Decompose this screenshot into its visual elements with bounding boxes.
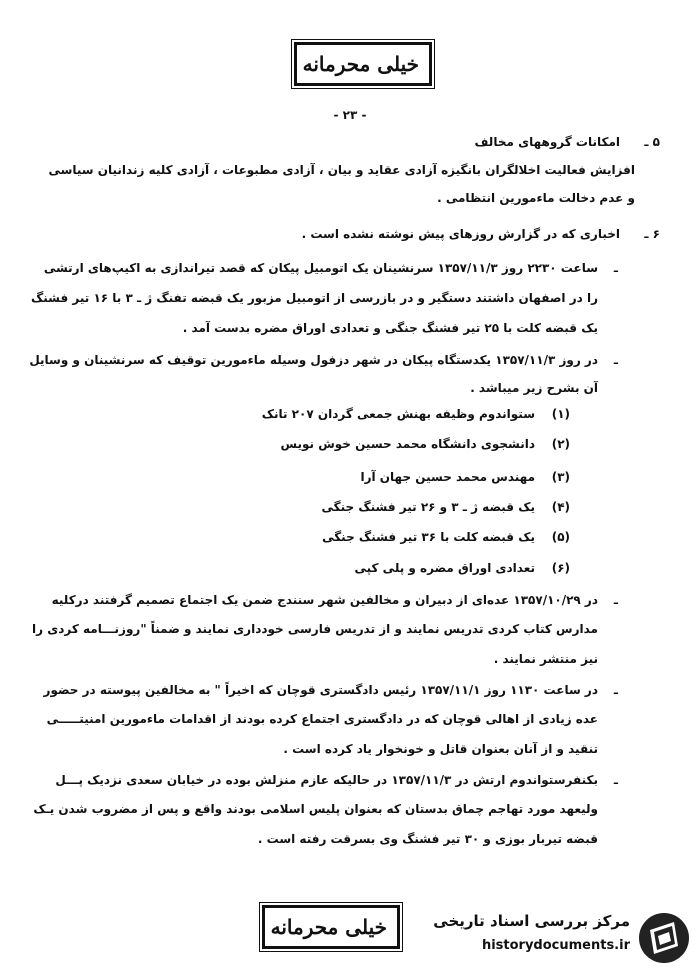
item-1-dash: ـ [613, 261, 618, 275]
sublist-item-2: دانشجوی دانشگاه محمد حسین خوش نویس [280, 437, 535, 451]
sublist-number-6: (۶) [551, 561, 570, 575]
sublist-number-1: (۱) [551, 407, 570, 421]
sublist-item-5: یک قبضه کلت با ۳۶ تیر فشنگ جنگی [322, 530, 535, 544]
section-6-number: ۶ ـ [644, 227, 660, 241]
watermark-title: مرکز بررسی اسناد تاریخی [433, 912, 630, 930]
top-classification-stamp: خیلی محرمانه [294, 42, 432, 86]
item-3-dash: ـ [613, 593, 618, 607]
sublist-number-5: (۵) [551, 530, 570, 544]
item-5-line-2: ولیعهد مورد تهاجم چماق بدستان که بعنوان پلیس اسلامی بودند واقع و پس از مضروب شدن یـک [33, 802, 598, 816]
page-number: - ۲۳ - [333, 108, 367, 122]
item-3-line-2: مدارس کتاب کردی تدریس نمایند و از تدریس فارسی خودداری نمایند و ضمناً "روزنـــامه کردی را [32, 622, 598, 636]
item-2-line-2: آن بشرح زیر میباشد . [470, 381, 598, 395]
item-4-dash: ـ [613, 683, 618, 697]
section-5-number: ۵ ـ [644, 135, 660, 149]
archive-watermark [412, 910, 692, 966]
item-4-line-3: تنقید و از آنان بعنوان قاتل و خونخوار یاد کرده است . [283, 742, 598, 756]
sublist-item-6: تعدادی اوراق مضره و پلی کپی [354, 561, 535, 575]
archive-logo-icon [636, 910, 692, 966]
section-6-title: اخباری که در گزارش روزهای پیش نوشته نشده است . [301, 227, 620, 241]
item-1-line-3: یک قبضه کلت با ۲۵ تیر فشنگ جنگی و تعدادی اوراق مضره بدست آمد . [182, 321, 598, 335]
bottom-classification-stamp: خیلی محرمانه [262, 905, 400, 949]
sublist-number-4: (۴) [551, 500, 570, 514]
item-1-line-2: را در اصفهان داشتند دستگیر و در بازرسی از اتومبیل مزبور یک قبضه تفنگ ژ ـ ۳ با ۱۶ تیر فشنگ [30, 291, 598, 305]
item-5-line-3: قبضه تیربار بوزی و ۳۰ تیر فشنگ وی بسرقت رفته است . [257, 832, 598, 846]
item-1-line-1: ساعت ۲۲۳۰ روز ۱۳۵۷/۱۱/۳ سرنشینان یک اتومبیل پیکان که قصد تیراندازی به اکیپ‌های ارتشی [43, 261, 598, 275]
item-2-line-1: در روز ۱۳۵۷/۱۱/۳ یکدستگاه پیکان در شهر دزفول وسیله ماءمورین توقیف که سرنشینان و وسایل [29, 353, 598, 367]
item-3-line-3: نیز منتشر نمایند . [493, 652, 598, 666]
item-5-dash: ـ [613, 773, 618, 787]
section-5-title: امکانات گروههای مخالف [474, 135, 620, 149]
sublist-number-2: (۲) [551, 437, 570, 451]
section-5-body-line-1: افزایش فعالیت اخلالگران بانگیزه آزادی عقاید و بیان ، آزادی مطبوعات ، آزادی کلیه زندانیان سیاسی [48, 163, 635, 177]
item-4-line-1: در ساعت ۱۱۳۰ روز ۱۳۵۷/۱۱/۱ رئیس دادگستری قوچان که اخیراً " به مخالفین پیوسته در حضور [43, 683, 598, 697]
sublist-item-4: یک قبضه ژ ـ ۳ و ۲۶ تیر فشنگ جنگی [321, 500, 535, 514]
section-5-body-line-2: و عدم دخالت ماءمورین انتظامی . [437, 191, 635, 205]
item-3-line-1: در ۱۳۵۷/۱۰/۲۹ عده‌ای از دبیران و مخالفین شهر سنندج ضمن یک اجتماع تصمیم گرفتند درکلیه [51, 593, 598, 607]
watermark-url: historydocuments.ir [481, 938, 630, 953]
item-2-dash: ـ [613, 353, 618, 367]
sublist-item-1: ستواندوم وظیفه بهنش جمعی گردان ۲۰۷ تانک [261, 407, 535, 421]
sublist-number-3: (۳) [551, 470, 570, 484]
item-4-line-2: عده زیادی از اهالی قوچان که در دادگستری اجتماع کرده بودند از اقدامات ماءمورین امنیتـــــی [46, 712, 598, 726]
sublist-item-3: مهندس محمد حسین جهان آرا [360, 470, 535, 484]
item-5-line-1: بکنفرستواندوم ارتش در ۱۳۵۷/۱۱/۳ در حالیکه عازم منزلش بوده در خیابان سعدی نزدیک پـــل [55, 773, 598, 787]
